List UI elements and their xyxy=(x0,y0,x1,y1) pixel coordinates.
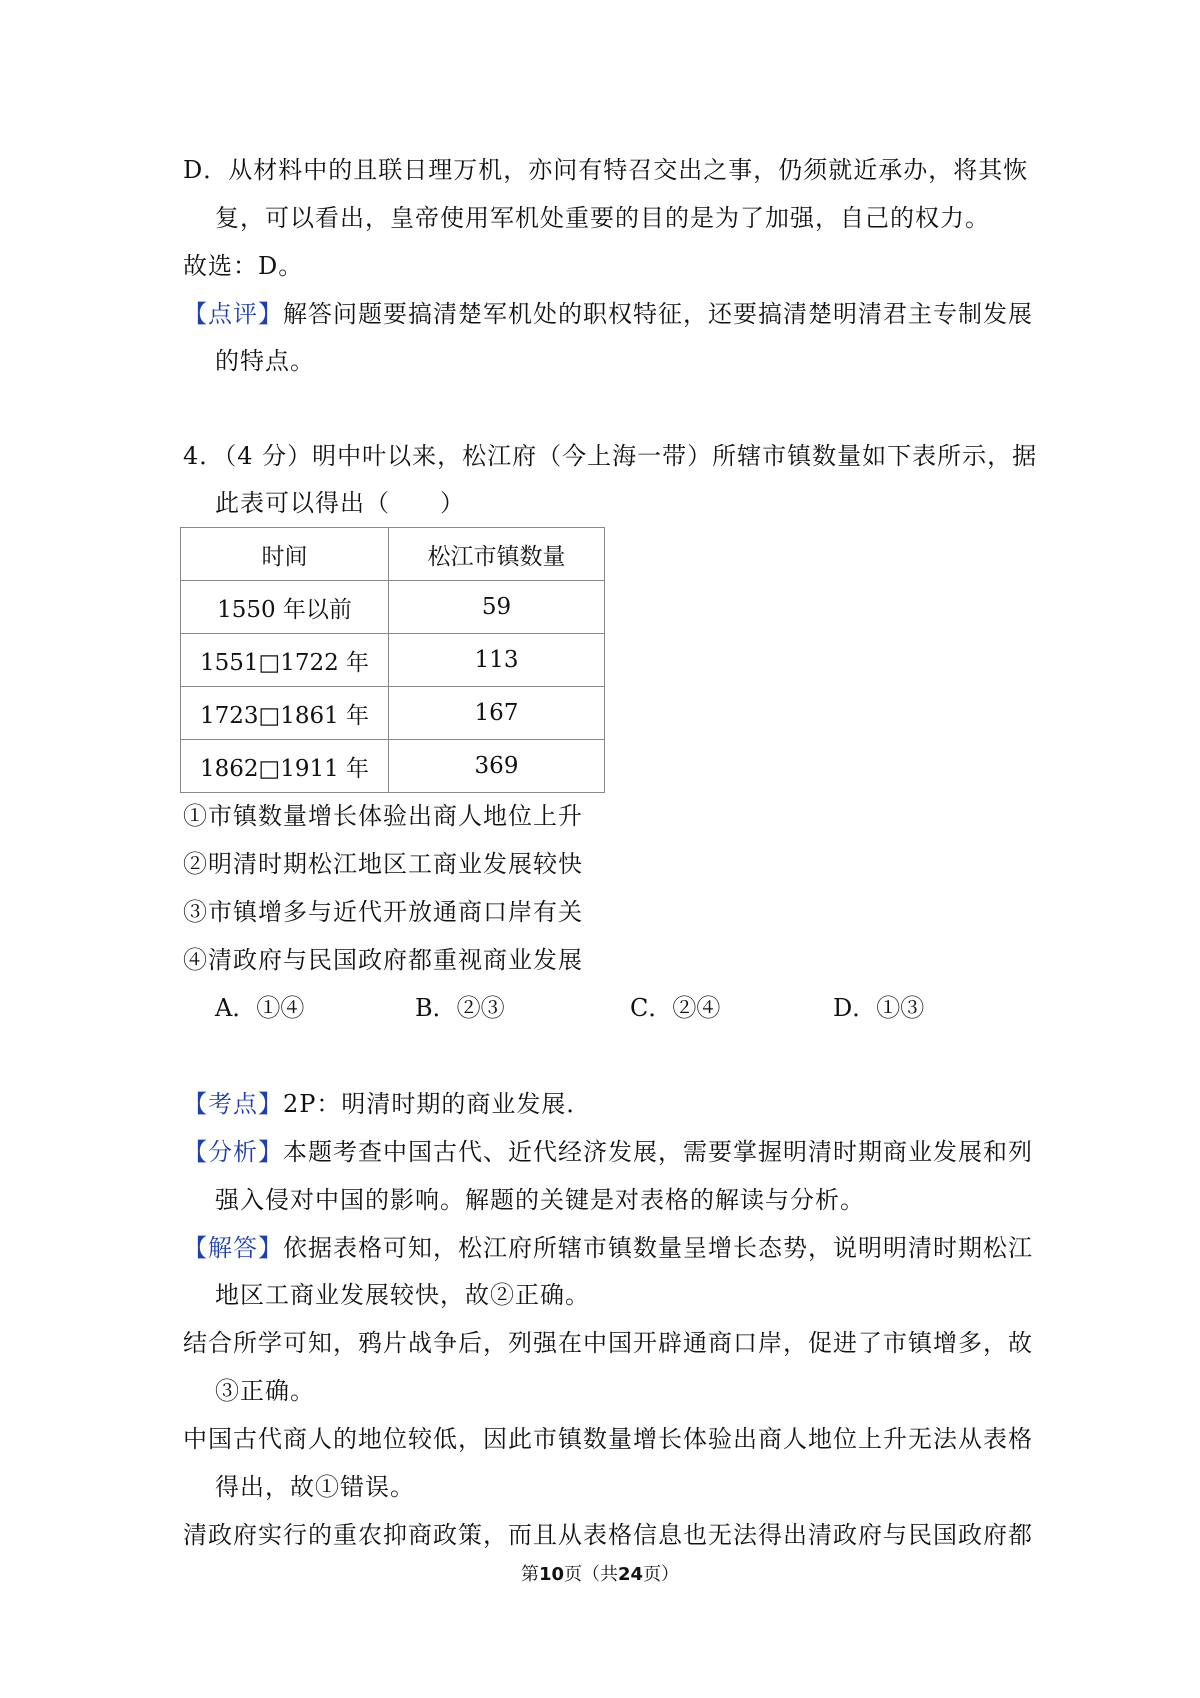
table-cell-period: 1551□1722 年 xyxy=(181,634,389,687)
comment-text: 解答问题要搞清楚军机处的职权特征，还要搞清楚明清君主专制发展 xyxy=(283,300,1033,328)
statement-4: ④清政府与民国政府都重视商业发展 xyxy=(183,946,583,974)
jieda-line2: 地区工商业发展较快，故②正确。 xyxy=(215,1281,590,1309)
table-cell-count: 113 xyxy=(389,634,605,687)
comment-line1 xyxy=(183,299,1033,329)
option-d-line1: D．从材料中的且联日理万机，亦问有特召交出之事，仍须就近承办，将其恢 xyxy=(183,156,1029,184)
kaodian-line xyxy=(183,1089,1028,1119)
paragraph-3-line1: 中国古代商人的地位较低，因此市镇数量增长体验出商人地位上升无法从表格 xyxy=(183,1425,1033,1453)
answer-line: 故选：D。 xyxy=(183,252,304,280)
option-b: B．②③ xyxy=(415,994,505,1022)
question-line1: 4．（4 分）明中叶以来，松江府（今上海一带）所辖市镇数量如下表所示，据 xyxy=(183,442,1038,470)
kaodian-tag: 【考点】 xyxy=(183,1090,283,1118)
fenxi-line1 xyxy=(183,1137,1033,1167)
footer-page-number: 10 xyxy=(538,1564,564,1585)
paragraph-4-line1: 清政府实行的重农抑商政策，而且从表格信息也无法得出清政府与民国政府都 xyxy=(183,1521,1033,1549)
table-cell-period: 1862□1911 年 xyxy=(181,740,389,793)
table-row xyxy=(181,581,605,634)
statement-3: ③市镇增多与近代开放通商口岸有关 xyxy=(183,898,583,926)
table-cell-count: 167 xyxy=(389,687,605,740)
option-c: C．②④ xyxy=(630,994,721,1022)
table-row xyxy=(181,687,605,740)
option-a: A．①④ xyxy=(215,994,305,1022)
table-cell-count: 369 xyxy=(389,740,605,793)
paragraph-3-line2: 得出，故①错误。 xyxy=(215,1473,415,1501)
footer-suffix: 页） xyxy=(643,1564,680,1585)
fenxi-tag: 【分析】 xyxy=(183,1138,283,1166)
option-d-line2: 复，可以看出，皇帝使用军机处重要的目的是为了加强，自己的权力。 xyxy=(215,204,990,232)
table-row xyxy=(181,634,605,687)
kaodian-text: 2P：明清时期的商业发展． xyxy=(283,1090,592,1118)
page-footer xyxy=(0,1563,1200,1587)
fenxi-text: 本题考查中国古代、近代经济发展，需要掌握明清时期商业发展和列 xyxy=(283,1138,1033,1166)
footer-middle: 页（共 xyxy=(564,1564,618,1585)
table-header-row xyxy=(181,528,605,581)
option-d: D．①③ xyxy=(833,994,925,1022)
table-header-cell: 松江市镇数量 xyxy=(389,528,605,581)
table-header-cell: 时间 xyxy=(181,528,389,581)
question-line2: 此表可以得出（ ） xyxy=(215,489,465,517)
jieda-tag: 【解答】 xyxy=(183,1234,283,1262)
table-cell-period: 1550 年以前 xyxy=(181,581,389,634)
footer-prefix: 第 xyxy=(520,1564,539,1585)
comment-line2: 的特点。 xyxy=(215,347,315,375)
table-cell-count: 59 xyxy=(389,581,605,634)
statement-1: ①市镇数量增长体验出商人地位上升 xyxy=(183,802,583,830)
paragraph-2-line2: ③正确。 xyxy=(215,1377,315,1405)
jieda-line1 xyxy=(183,1233,1033,1263)
comment-tag: 【点评】 xyxy=(183,300,283,328)
jieda-text: 依据表格可知，松江府所辖市镇数量呈增长态势，说明明清时期松江 xyxy=(283,1234,1033,1262)
table-cell-period: 1723□1861 年 xyxy=(181,687,389,740)
paragraph-2-line1: 结合所学可知，鸦片战争后，列强在中国开辟通商口岸，促进了市镇增多，故 xyxy=(183,1329,1033,1357)
statement-2: ②明清时期松江地区工商业发展较快 xyxy=(183,850,583,878)
fenxi-line2: 强入侵对中国的影响。解题的关键是对表格的解读与分析。 xyxy=(215,1186,865,1214)
footer-page-total: 24 xyxy=(618,1564,644,1585)
table-row xyxy=(181,740,605,793)
town-count-table xyxy=(180,527,605,793)
